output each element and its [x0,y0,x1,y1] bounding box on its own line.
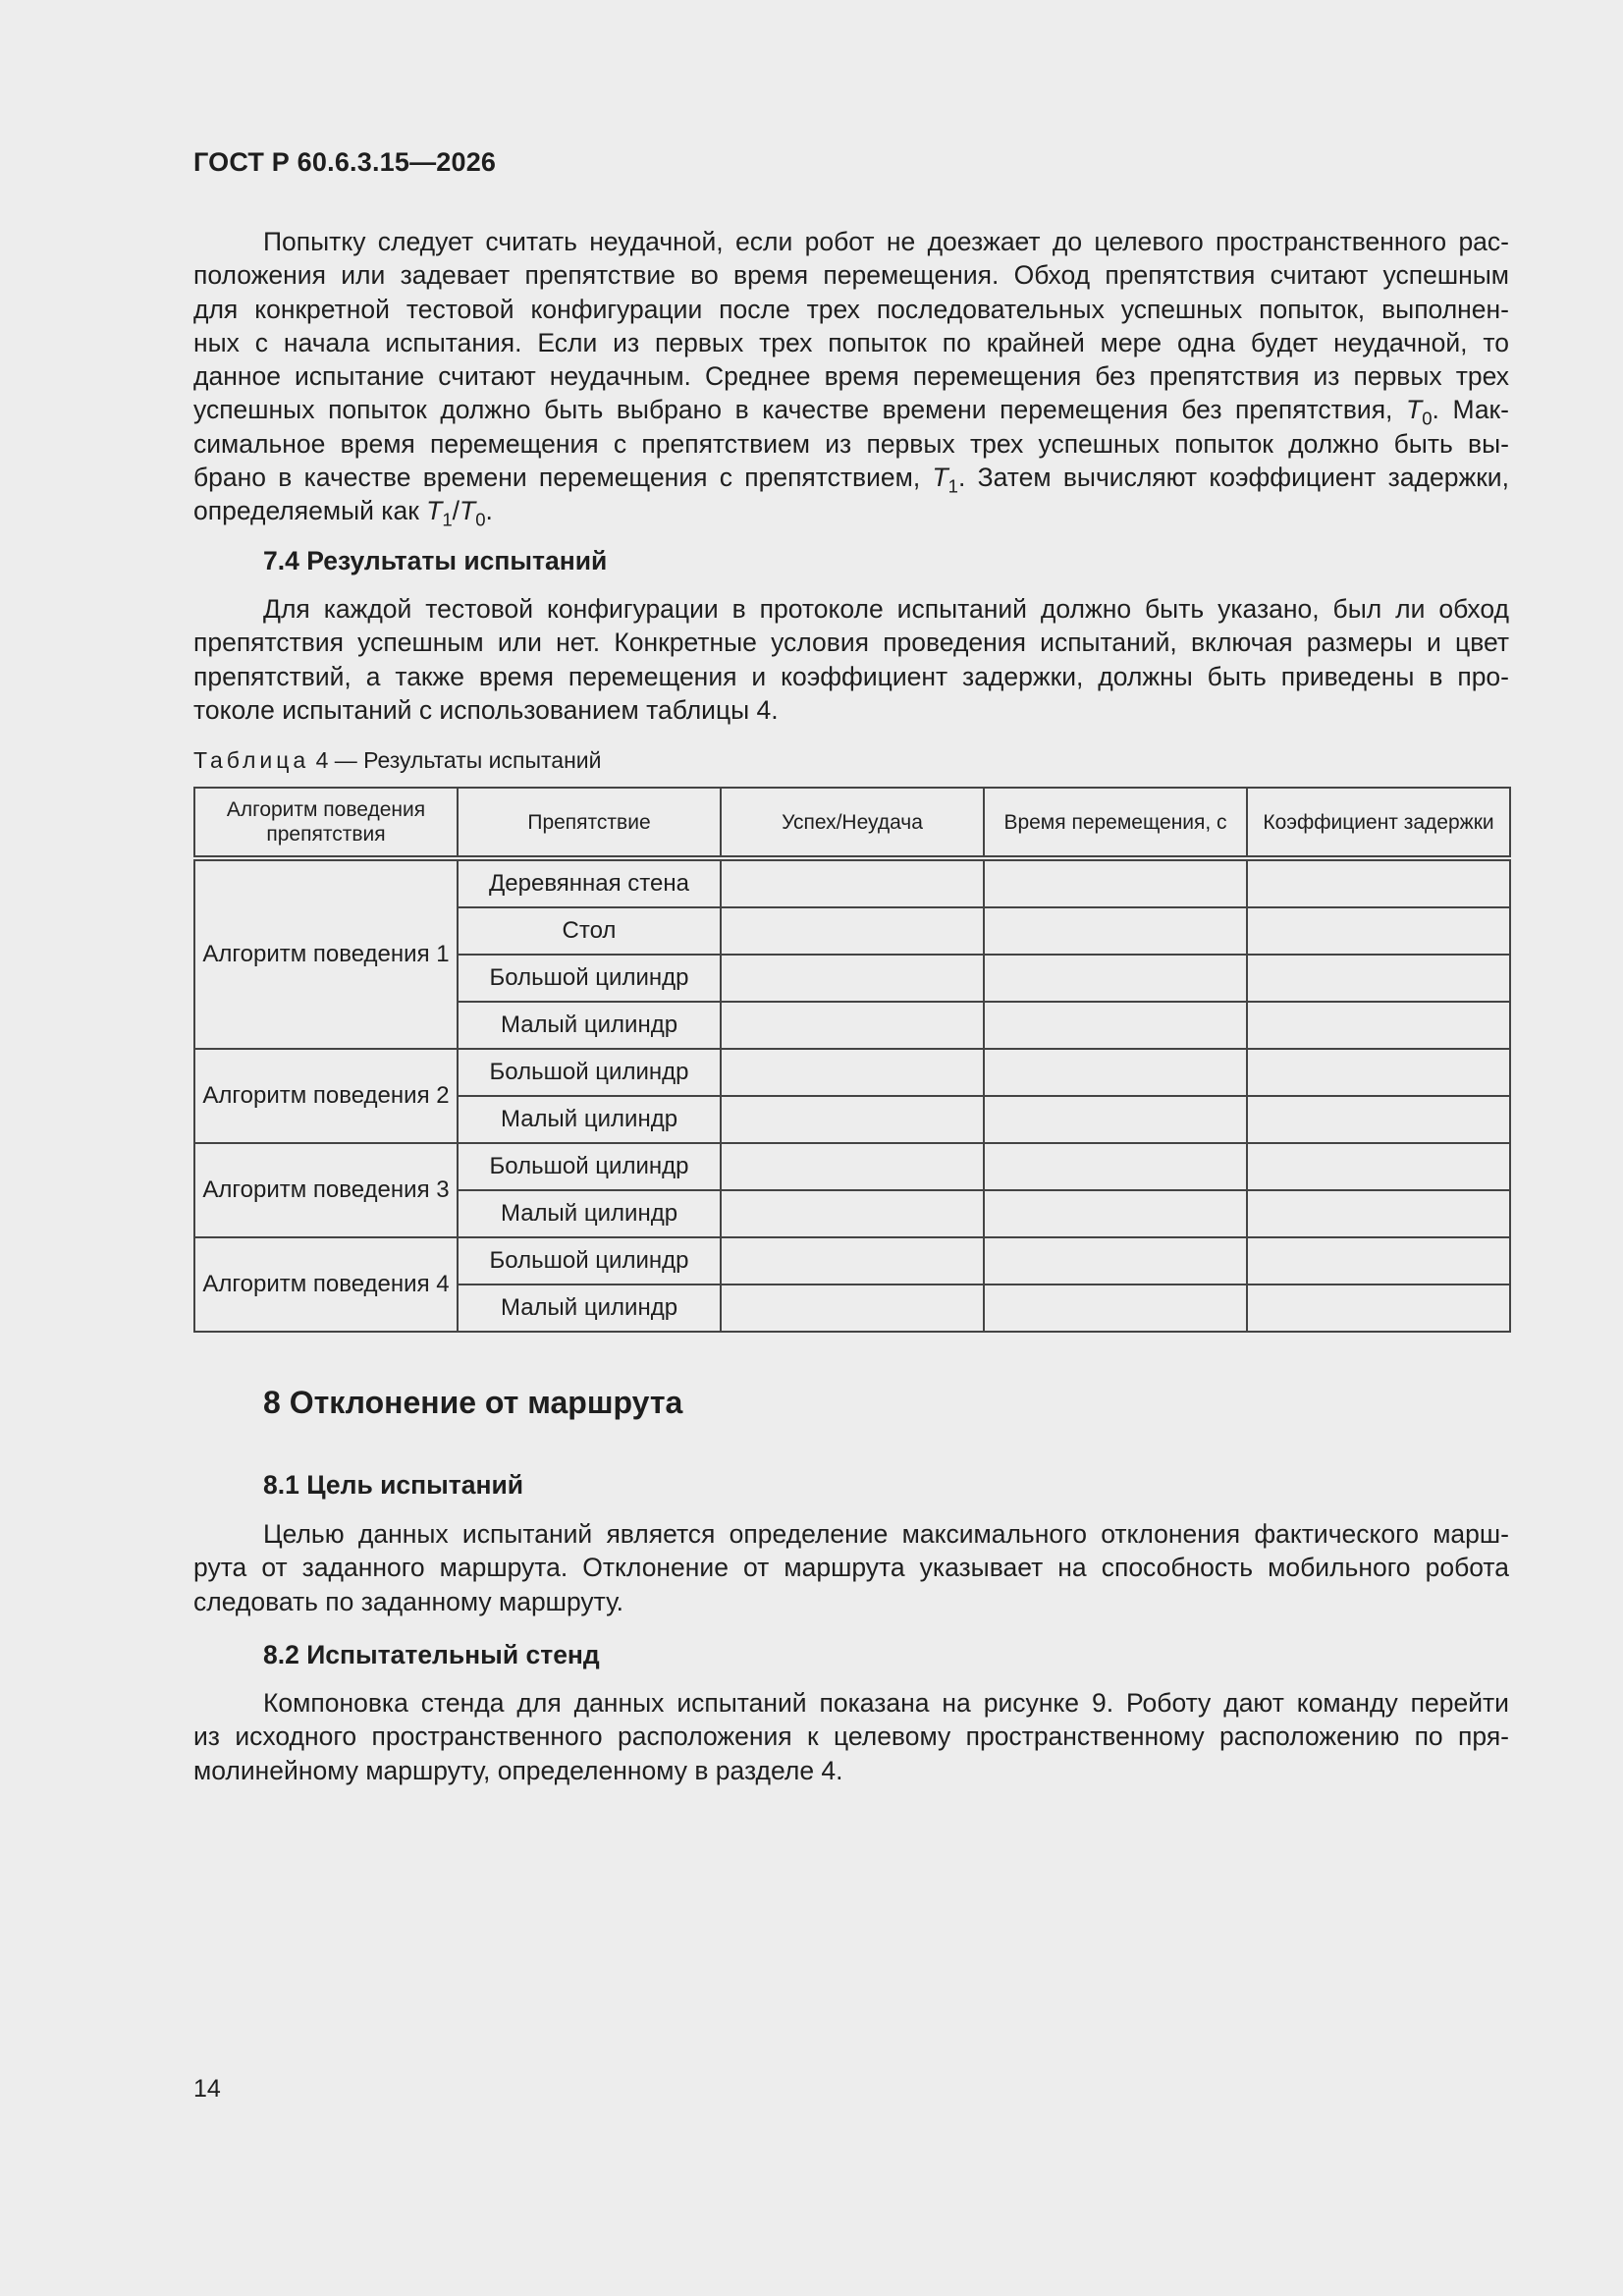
section-8-1-heading: 8.1 Цель испытаний [263,1470,524,1500]
text-line: положения или задевает препятствие во время перемещения. Обход препятствия считают успешным [193,260,1509,291]
table-row [194,1143,1510,1190]
document-code: ГОСТ Р 60.6.3.15—2026 [193,147,497,177]
time-cell [984,1190,1247,1237]
section-8-2-heading: 8.2 Испытательный стенд [263,1640,600,1669]
obstacle-cell: Малый цилиндр [458,1096,721,1143]
text-line: данное испытание считают неудачным. Среднее время перемещения без препятствия из первых трех [193,361,1509,392]
success-cell [721,858,984,907]
page-number: 14 [193,2075,221,2103]
obstacle-cell: Большой цилиндр [458,1237,721,1285]
paragraph-attempt-rules [193,225,1509,528]
table-row [194,858,1510,907]
text-line: Попытку следует считать неудачной, если робот не доезжает до целевого пространственного рас- [263,227,1509,256]
paragraph-test-stand [193,1686,1509,1787]
paragraph-test-purpose [193,1517,1509,1618]
coefficient-cell [1247,1285,1510,1332]
obstacle-cell: Деревянная стена [458,858,721,907]
text-line: Для каждой тестовой конфигурации в протоколе испытаний должно быть указано, был ли обход [263,594,1509,624]
text-line: из исходного пространственного расположения к целевому пространственному расположению по пря- [193,1722,1509,1752]
text-line: токоле испытаний с использованием таблицы 4. [193,694,779,725]
text-line: симальное время перемещения с препятствием из первых трех успешных попыток должно быть вы- [193,428,1509,459]
success-cell [721,1049,984,1096]
time-cell [984,955,1247,1002]
text-line: молинейному маршруту, определенному в разделе 4. [193,1755,843,1785]
section-7-4-heading: 7.4 Результаты испытаний [263,546,608,575]
text-line: брано в качестве времени перемещения с препятствием, $T_1$. Затем вычисляют коэффициент задержки, [193,463,1509,497]
time-cell [984,1002,1247,1049]
text-line: препятствия успешным или нет. Конкретные условия проведения испытаний, включая размеры и цвет [193,628,1509,658]
success-cell [721,1096,984,1143]
time-cell [984,907,1247,955]
algorithm-cell: Алгоритм поведения 3 [194,1143,458,1237]
algorithm-cell: Алгоритм поведения 4 [194,1237,458,1332]
coefficient-cell [1247,955,1510,1002]
header-algorithm: Алгоритм поведения препятствия [194,788,458,858]
obstacle-cell: Малый цилиндр [458,1190,721,1237]
algorithm-cell: Алгоритм поведения 1 [194,858,458,1049]
header-delay-coefficient: Коэффициент задержки [1247,788,1510,858]
time-cell [984,1285,1247,1332]
obstacle-cell: Большой цилиндр [458,1143,721,1190]
coefficient-cell [1247,1190,1510,1237]
obstacle-cell: Стол [458,907,721,955]
coefficient-cell [1247,1143,1510,1190]
text-line: определяемый как $T_1/T_0$. [193,496,493,530]
coefficient-cell [1247,1237,1510,1285]
text-line: следовать по заданному маршруту. [193,1586,624,1616]
header-travel-time: Время перемещения, с [984,788,1247,858]
header-obstacle: Препятствие [458,788,721,858]
text-line: рута от заданного маршрута. Отклонение от маршрута указывает на способность мобильного робота [193,1553,1509,1583]
text-line: для конкретной тестовой конфигурации после трех последовательных успешных попыток, выполнен- [193,294,1509,324]
obstacle-cell: Малый цилиндр [458,1285,721,1332]
coefficient-cell [1247,858,1510,907]
table-caption: Таблица 4 — Результаты испытаний [193,747,602,773]
coefficient-cell [1247,1049,1510,1096]
coefficient-cell [1247,1002,1510,1049]
table-row [194,1049,1510,1096]
success-cell [721,1190,984,1237]
paragraph-results [193,592,1509,727]
time-cell [984,1143,1247,1190]
success-cell [721,1285,984,1332]
section-8-heading: 8 Отклонение от маршрута [263,1385,683,1420]
algorithm-cell: Алгоритм поведения 2 [194,1049,458,1143]
coefficient-cell [1247,1096,1510,1143]
success-cell [721,1237,984,1285]
text-line: успешных попыток должно быть выбрано в качестве времени перемещения без препятствия, $T_0$. Мак- [193,395,1509,429]
text-line: Целью данных испытаний является определение максимального отклонения фактического марш- [263,1519,1509,1549]
time-cell [984,1237,1247,1285]
text-line: Компоновка стенда для данных испытаний показана на рисунке 9. Роботу дают команду перейти [263,1688,1509,1718]
time-cell [984,1049,1247,1096]
coefficient-cell [1247,907,1510,955]
header-success: Успех/Неудача [721,788,984,858]
table-row [194,1237,1510,1285]
obstacle-cell: Большой цилиндр [458,1049,721,1096]
obstacle-cell: Большой цилиндр [458,955,721,1002]
time-cell [984,858,1247,907]
success-cell [721,907,984,955]
success-cell [721,955,984,1002]
obstacle-cell: Малый цилиндр [458,1002,721,1049]
success-cell [721,1143,984,1190]
success-cell [721,1002,984,1049]
results-table [193,787,1511,1333]
table-header-row [194,788,1510,858]
time-cell [984,1096,1247,1143]
text-line: препятствий, а также время перемещения и коэффициент задержки, должны быть приведены в про- [193,661,1509,691]
text-line: ных с начала испытания. Если из первых трех попыток по крайней мере одна будет неудачной, то [193,327,1509,357]
